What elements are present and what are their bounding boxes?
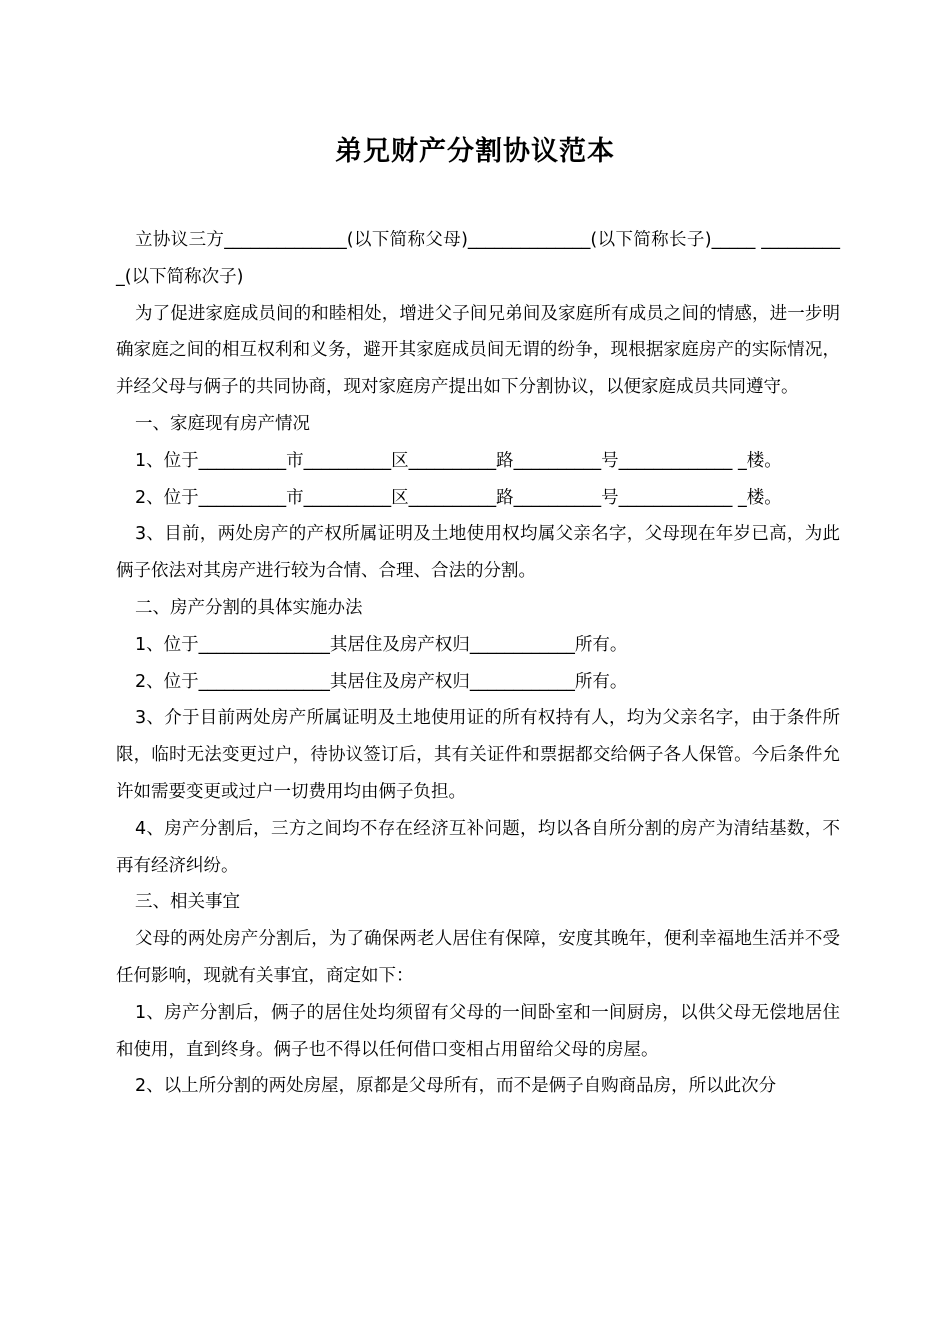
property-item-3: 3、目前，两处房产的产权所属证明及土地使用权均属父亲名字，父母现在年岁已高，为此俩子依法对其房产进行较为合情、合理、合法的分割。 (116, 524, 840, 582)
property-item-2: 2、位于__________市__________区__________路__________号_____________ _楼。 (135, 487, 782, 508)
division-item-4: 4、房产分割后，三方之间均不存在经济互补问题，均以各自所分割的房产为清结基数，不再有经济纠纷。 (116, 818, 840, 876)
document-body (116, 222, 840, 1105)
document-title: 弟兄财产分割协议范本 (335, 136, 615, 167)
related-item-1: 1、房产分割后，俩子的居住处均须留有父母的一间卧室和一间厨房，以供父母无偿地居住和使用，直到终身。俩子也不得以任何借口变相占用留给父母的房屋。 (116, 1002, 840, 1060)
division-item-2: 2、位于_______________其居住及房产权归____________所有。 (135, 671, 628, 692)
section-heading-1: 一、家庭现有房产情况 (135, 413, 310, 434)
preamble-paragraph: 为了促进家庭成员间的和睦相处，增进父子间兄弟间及家庭所有成员之间的情感，进一步明确家庭之间的相互权利和义务，避开其家庭成员间无谓的纷争，现根据家庭房产的实际情况，并经父母与俩子的共同协商，现对家庭房产提出如下分割协议，以便家庭成员共同遵守。 (116, 303, 840, 398)
division-item-3: 3、介于目前两处房产所属证明及土地使用证的所有权持有人，均为父亲名字，由于条件所限，临时无法变更过户，待协议签订后，其有关证件和票据都交给俩子各人保管。今后条件允许如需要变更或过户一切费用均由俩子负担。 (116, 708, 840, 802)
related-matters-intro: 父母的两处房产分割后，为了确保两老人居住有保障，安度其晚年，便利幸福地生活并不受任何影响，现就有关事宜，商定如下： (116, 929, 840, 986)
related-item-2: 2、以上所分割的两处房屋，原都是父母所有，而不是俩子自购商品房，所以此次分 (135, 1076, 777, 1097)
party-declaration: 立协议三方______________(以下简称父母)______________(以下简称长子)_____ __________(以下简称次子) (116, 230, 840, 287)
division-item-1: 1、位于_______________其居住及房产权归____________所有。 (135, 634, 628, 655)
section-heading-2: 二、房产分割的具体实施办法 (135, 597, 363, 618)
section-heading-3: 三、相关事宜 (135, 892, 240, 913)
property-item-1: 1、位于__________市__________区__________路__________号_____________ _楼。 (135, 450, 782, 471)
